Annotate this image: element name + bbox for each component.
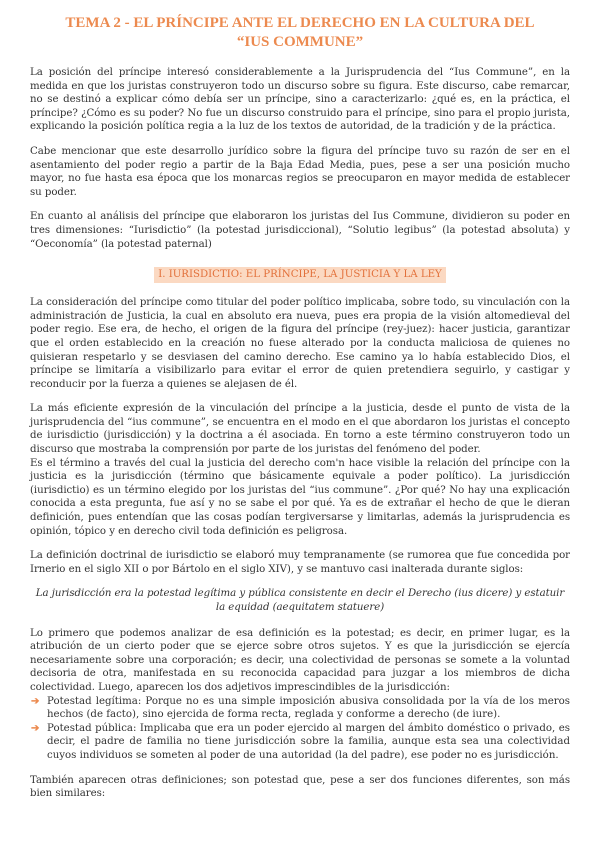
page-title: TEMA 2 - EL PRÍNCIPE ANTE EL DERECHO EN LA CULTURA DEL “IUS COMMUNE” [65,15,535,50]
paragraph-iurisdictio: La más eficiente expresión de la vinculación del príncipe a la justicia, desde el punto de vista de la jurisprudencia del “ius commune”, se encuentra en el modo en el que abordaron los juristas el concepto de iurisdictio (jurisdicción) y la doctrina a él asociada. En torno a este término construyeron todo un discurso que mostraba la comprensión por parte de los juristas del fenómeno del poder. [30,403,570,456]
definition-quote: La jurisdicción era la potestad legítima y pública consistente en decir el Derecho (ius dicere) y estatuir la equidad (aequitatem statuere) [35,588,565,613]
paragraph-dimensions: En cuanto al análisis del príncipe que elaboraron los juristas del Ius Commune, dividieron su poder en tres dimensiones: “Iurisdictio” (la potestad jurisdiccional), “Solutio legibus” (la potestad absoluta) y “Oeconomía” (la potestad paternal) [30,211,570,250]
list-item-text: Potestad pública: Implicaba que era un poder ejercido al margen del ámbito doméstico o privado, es decir, el padre de familia no tiene jurisdicción sobre la familia, aunque esta sea una colectividad cuyos individuos se someten al poder de una autoridad (la del padre), ese poder no es jurisdicción. [47,722,570,761]
list-item-text: Potestad legítima: Porque no es una simple imposición abusiva consolidada por la vía de los meros hechos (de facto), sino ejercida de forma recta, reglada y conforme a derecho (de iure). [47,695,570,721]
arrow-right-icon: ➔ [31,694,40,707]
adjectives-list [30,695,570,763]
list-item [30,722,570,763]
list-item [30,695,570,722]
arrow-right-icon: ➔ [31,721,40,734]
paragraph-intro: La posición del príncipe interesó considerablemente a la Jurisprudencia del “Ius Commune”, en la medida en que los juristas construyeron todo un discurso sobre su figura. Este discurso, cabe remarcar, no se destinó a explicar cómo debía ser un príncipe, sino a caracterizarlo: ¿qué es, en la práctica, el príncipe? ¿Cómo es su poder? No fue un discurso construido para el príncipe, sino para el propio jurista, explicando la posición política regia a la luz de los textos de autoridad, de la tradición y de la práctica. [30,67,570,133]
paragraph-justice: La consideración del príncipe como titular del poder político implicaba, sobre todo, su vinculación con la administración de Justicia, la cual en absoluto era nueva, pues era propia de la visión altomedieval del poder regio. Ese era, de hecho, el origen de la figura del príncipe (rey-juez): hacer justicia, garantizar que el orden establecido en la creación no fuese alterado por la conducta maliciosa de quienes no quisieran respetarlo y se desviasen del camino derecho. Ese camino ya lo había establecido Dios, el príncipe se limitaría a visibilizarlo para evitar el error de quien pretendiera seguirlo, y castigar y reconducir por la fuerza a quienes se alejasen de él. [30,297,570,390]
paragraph-other-definitions: También aparecen otras definiciones; son potestad que, pese a ser dos funciones diferentes, son más bien similares: [30,774,570,800]
paragraph-context: Cabe mencionar que este desarrollo jurídico sobre la figura del príncipe tuvo su razón de ser en el asentamiento del poder regio a partir de la Baja Edad Media, pues, pese a ser una posición mucho mayor, no fue hasta esa época que los monarcas regios se preocuparon en mayor medida de establecer su poder. [30,145,570,198]
paragraph-analysis: Lo primero que podemos analizar de esa definición es la potestad; es decir, en primer lugar, es la atribución de un cierto poder que se ejerce sobre otros sujetos. Y es que la jurisdicción se ejercía necesariamente sobre una corporación; es decir, una colectividad de personas se somete a la voluntad decisoria de otra, manifestada en su reconocida capacidad para juzgar a los miembros de dicha colectividad. Luego, aparecen los dos adjetivos imprescindibles de la jurisdicción: [30,627,570,693]
section-heading-wrapper [30,262,570,283]
section-heading: I. IURISDICTIO: EL PRÍNCIPE, LA JUSTICIA Y LA LEY [154,267,446,283]
paragraph-term: Es el término a través del cual la justicia del derecho com'n hace visible la relación del príncipe con la justicia es la jurisdicción (término que básicamente equivale a poder político). La jurisdicción (iurisdictio) es un término elegido por los juristas del “ius commune”. ¿Por qué? No hay una explicación conocida a esta pregunta, fue así y no se sabe el por qué. Ya es de extrañar el hecho de que le dieran definición, pues entendían que las cosas podían tergiversarse y limitarlas, además la jurisprudencia es opinión, tópico y en derecho civil toda definición es peligrosa. [30,457,570,537]
paragraph-definition: La definición doctrinal de iurisdictio se elaboró muy tempranamente (se rumorea que fue concedida por Irnerio en el siglo XII o por Bártolo en el siglo XIV), y se mantuvo casi inalterada durante siglos: [30,550,570,575]
